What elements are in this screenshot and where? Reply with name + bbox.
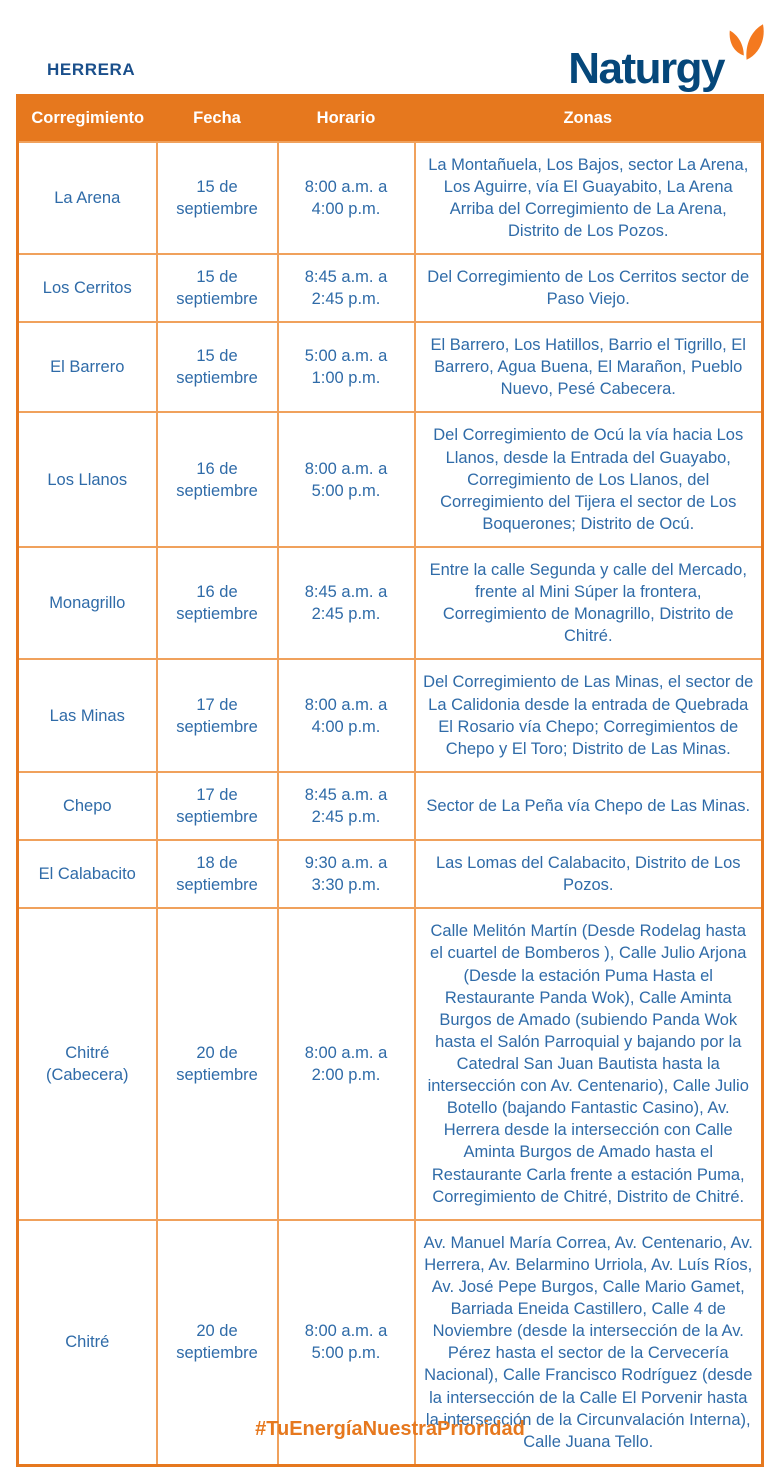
cell-fecha: 17 de septiembre: [157, 772, 278, 840]
cell-horario: 8:00 a.m. a 5:00 p.m.: [278, 1220, 415, 1466]
cell-fecha: 20 de septiembre: [157, 908, 278, 1219]
table-row: [18, 659, 763, 771]
cell-zonas: El Barrero, Los Hatillos, Barrio el Tigrillo, El Barrero, Agua Buena, El Marañon, Pueblo Nuevo, Pesé Cabecera.: [415, 322, 763, 412]
cell-corregimiento: Chepo: [18, 772, 157, 840]
region-title: HERRERA: [47, 60, 136, 79]
header-horario: Horario: [278, 96, 415, 142]
cell-fecha: 18 de septiembre: [157, 840, 278, 908]
cell-fecha: 15 de septiembre: [157, 142, 278, 254]
header-fecha: Fecha: [157, 96, 278, 142]
cell-zonas: Del Corregimiento de Las Minas, el sector de La Calidonia desde la entrada de Quebrada El Rosario vía Chepo; Corregimientos de Chepo y El Toro; Distrito de Las Minas.: [415, 659, 763, 771]
cell-corregimiento: Las Minas: [18, 659, 157, 771]
cell-zonas: Del Corregimiento de Los Cerritos sector de Paso Viejo.: [415, 254, 763, 322]
cell-horario: 8:00 a.m. a 5:00 p.m.: [278, 412, 415, 547]
cell-zonas: Del Corregimiento de Ocú la vía hacia Los Llanos, desde la Entrada del Guayabo, Corregimiento de Los Llanos, del Corregimiento del Tijera el sector de Los Boquerones; Distrito de Ocú.: [415, 412, 763, 547]
cell-corregimiento: La Arena: [18, 142, 157, 254]
cell-zonas: Entre la calle Segunda y calle del Mercado, frente al Mini Súper la frontera, Corregimiento de Monagrillo, Distrito de Chitré.: [415, 547, 763, 659]
cell-fecha: 16 de septiembre: [157, 547, 278, 659]
cell-corregimiento: Chitré: [18, 1220, 157, 1466]
cell-fecha: 17 de septiembre: [157, 659, 278, 771]
table-row: [18, 254, 763, 322]
header-corregimiento: Corregimiento: [18, 96, 157, 142]
table-row: [18, 142, 763, 254]
table-row: [18, 772, 763, 840]
cell-corregimiento: Los Cerritos: [18, 254, 157, 322]
table-row: [18, 412, 763, 547]
cell-horario: 8:00 a.m. a 4:00 p.m.: [278, 142, 415, 254]
cell-fecha: 20 de septiembre: [157, 1220, 278, 1466]
naturgy-logo: [568, 22, 766, 91]
cell-zonas: Av. Manuel María Correa, Av. Centenario, Av. Herrera, Av. Belarmino Urriola, Av. Luís Ríos, Av. José Pepe Burgos, Calle Mario Gamet, Barriada Eneida Castillero, Calle 4 de Noviembre (desde la intersección de la Av. Pérez hasta el sector de la Cervecería Nacional), Calle Francisco Rodríguez (desde la intersección de la Calle El Porvenir hasta la intersección de la Circunvalación Interna), Calle Juana Tello.: [415, 1220, 763, 1466]
cell-corregimiento: El Barrero: [18, 322, 157, 412]
table-row: [18, 908, 763, 1219]
table-header-row: [18, 96, 763, 142]
cell-horario: 8:00 a.m. a 4:00 p.m.: [278, 659, 415, 771]
cell-fecha: 15 de septiembre: [157, 254, 278, 322]
cell-corregimiento: El Calabacito: [18, 840, 157, 908]
outage-schedule-table: [16, 94, 764, 1467]
cell-horario: 8:00 a.m. a 2:00 p.m.: [278, 908, 415, 1219]
cell-horario: 9:30 a.m. a 3:30 p.m.: [278, 840, 415, 908]
cell-horario: 8:45 a.m. a 2:45 p.m.: [278, 772, 415, 840]
cell-horario: 5:00 a.m. a 1:00 p.m.: [278, 322, 415, 412]
cell-zonas: Las Lomas del Calabacito, Distrito de Los Pozos.: [415, 840, 763, 908]
naturgy-logo-text: Naturgy: [568, 44, 724, 93]
cell-fecha: 16 de septiembre: [157, 412, 278, 547]
cell-horario: 8:45 a.m. a 2:45 p.m.: [278, 547, 415, 659]
table-body: [18, 142, 763, 1466]
table-row: [18, 322, 763, 412]
table-row: [18, 840, 763, 908]
cell-corregimiento: Los Llanos: [18, 412, 157, 547]
cell-fecha: 15 de septiembre: [157, 322, 278, 412]
footer-hashtag: #TuEnergíaNuestraPrioridad: [255, 1418, 525, 1440]
cell-corregimiento: Monagrillo: [18, 547, 157, 659]
header-zonas: Zonas: [415, 96, 763, 142]
cell-zonas: Calle Melitón Martín (Desde Rodelag hasta el cuartel de Bomberos ), Calle Julio Arjona (Desde la estación Puma Hasta el Restaurante Panda Wok), Calle Aminta Burgos de Amado (subiendo Panda Wok hasta el Salón Parroquial y bajando por la Catedral San Juan Bautista hasta la intersección con Av. Centenario), Calle Julio Botello (bajando Fantastic Casino), Av. Herrera desde la intersección con Calle Aminta Burgos de Amado hasta el Restaurante Carla frente a estación Puma, Corregimiento de Chitré, Distrito de Chitré.: [415, 908, 763, 1219]
cell-zonas: Sector de La Peña vía Chepo de Las Minas.: [415, 772, 763, 840]
cell-horario: 8:45 a.m. a 2:45 p.m.: [278, 254, 415, 322]
butterfly-flame-icon: [726, 22, 766, 73]
cell-corregimiento: Chitré (Cabecera): [18, 908, 157, 1219]
cell-zonas: La Montañuela, Los Bajos, sector La Arena, Los Aguirre, vía El Guayabito, La Arena Arriba del Corregimiento de La Arena, Distrito de Los Pozos.: [415, 142, 763, 254]
table-row: [18, 547, 763, 659]
